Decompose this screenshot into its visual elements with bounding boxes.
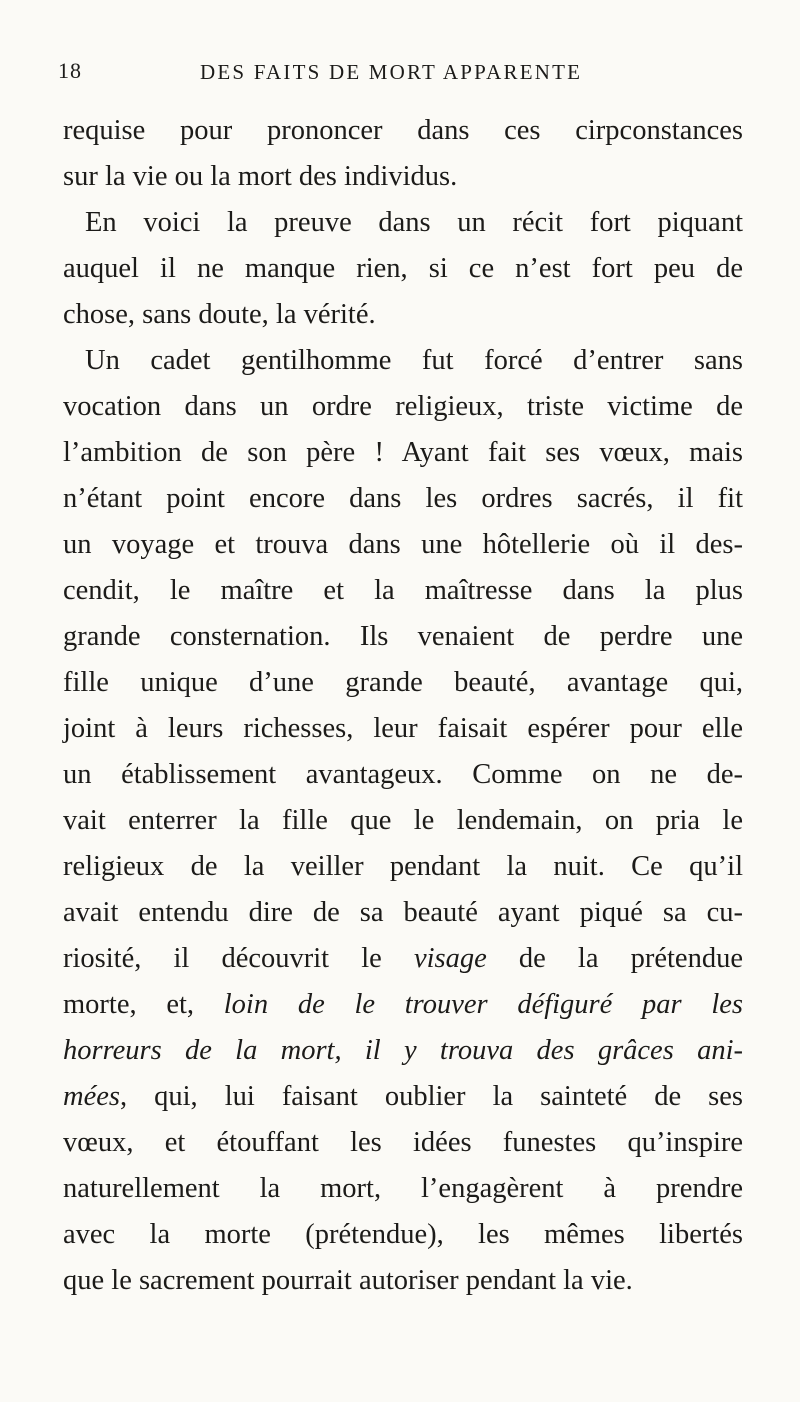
page-header	[58, 58, 738, 88]
running-title: DES FAITS DE MORT APPARENTE	[200, 60, 583, 84]
text-line	[63, 706, 743, 752]
text-line	[63, 338, 743, 384]
text-segment: avec la morte (prétendue), les mêmes libertés	[63, 1219, 743, 1250]
text-line	[63, 936, 743, 982]
text-line	[63, 1166, 743, 1212]
text-segment: riosité, il découvrit le	[63, 943, 414, 974]
italic-text: visage	[413, 943, 487, 974]
text-line	[63, 752, 743, 798]
text-line	[63, 108, 743, 154]
text-segment: , qui, lui faisant oublier la sainteté de ses	[119, 1081, 743, 1112]
text-segment: n’étant point encore dans les ordres sacrés, il fit	[63, 483, 743, 514]
text-segment: vocation dans un ordre religieux, triste victime de	[63, 391, 743, 422]
body-text	[63, 108, 743, 1304]
text-line	[63, 660, 743, 706]
text-line	[63, 1120, 743, 1166]
text-line	[63, 1028, 743, 1074]
text-line	[63, 890, 743, 936]
text-segment: un voyage et trouva dans une hôtellerie où il des-	[63, 529, 743, 560]
text-line	[63, 430, 743, 476]
text-segment: joint à leurs richesses, leur faisait espérer pour elle	[63, 713, 743, 744]
text-line	[63, 246, 743, 292]
text-line	[63, 614, 743, 660]
text-segment: vait enterrer la fille que le lendemain, on pria le	[63, 805, 743, 836]
text-segment: grande consternation. Ils venaient de perdre une	[63, 621, 743, 652]
text-segment: un établissement avantageux. Comme on ne de-	[63, 759, 743, 790]
text-segment: que le sacrement pourrait autoriser pendant la vie.	[63, 1265, 633, 1296]
text-segment: En voici la preuve dans un récit fort piquant	[85, 207, 743, 238]
text-line	[63, 1074, 743, 1120]
text-segment: fille unique d’une grande beauté, avantage qui,	[63, 667, 743, 698]
text-segment: cendit, le maître et la maîtresse dans la plus	[63, 575, 743, 606]
text-line	[63, 1212, 743, 1258]
text-segment: religieux de la veiller pendant la nuit. Ce qu’il	[63, 851, 743, 882]
text-segment: naturellement la mort, l’engagèrent à prendre	[63, 1173, 743, 1204]
text-segment: chose, sans doute, la vérité.	[63, 299, 376, 330]
text-line	[63, 384, 743, 430]
text-line	[63, 476, 743, 522]
text-segment: requise pour prononcer dans ces cirpconstances	[63, 115, 743, 146]
text-segment: morte, et,	[63, 989, 224, 1020]
text-segment: avait entendu dire de sa beauté ayant piqué sa cu-	[63, 897, 743, 928]
text-segment: vœux, et étouffant les idées funestes qu’inspire	[63, 1127, 743, 1158]
text-line	[63, 292, 743, 338]
page-number: 18	[58, 58, 82, 83]
text-line	[63, 568, 743, 614]
text-segment: l’ambition de son père ! Ayant fait ses vœux, mais	[63, 437, 743, 468]
text-line	[63, 200, 743, 246]
italic-text: mées	[63, 1081, 120, 1112]
text-segment: auquel il ne manque rien, si ce n’est fort peu de	[63, 253, 743, 284]
text-line	[63, 798, 743, 844]
text-line	[63, 844, 743, 890]
text-line	[63, 522, 743, 568]
text-segment: Un cadet gentilhomme fut forcé d’entrer sans	[85, 345, 743, 376]
text-line	[63, 154, 743, 200]
text-segment: de la prétendue	[486, 943, 743, 974]
italic-text: horreurs de la mort, il y trouva des grâces ani-	[63, 1035, 743, 1066]
text-segment: sur la vie ou la mort des individus.	[63, 161, 458, 192]
italic-text: loin de le trouver défiguré par les	[223, 989, 744, 1020]
text-line	[63, 1258, 743, 1304]
text-line	[63, 982, 743, 1028]
